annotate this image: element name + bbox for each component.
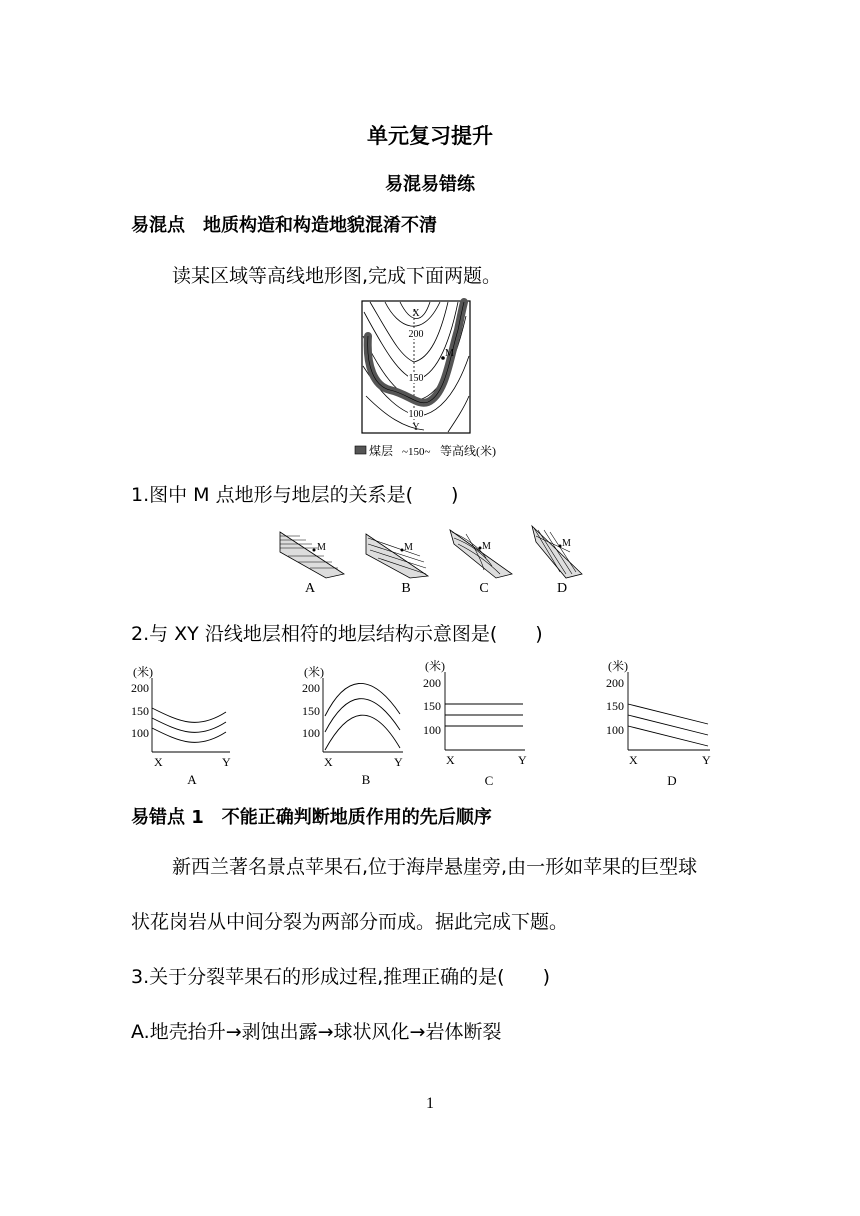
map-label-x: X: [412, 308, 420, 319]
map-label-y: Y: [412, 422, 420, 433]
q2-chart-a-label: A: [187, 772, 197, 787]
page-number: 1: [426, 1095, 434, 1112]
svg-text:(米): (米): [304, 665, 324, 679]
q1-option-d-label: D: [556, 581, 568, 596]
q2-chart-a: [131, 664, 231, 787]
svg-text:100: 100: [302, 726, 320, 740]
section-heading-error: 易错点 1 不能正确判断地质作用的先后顺序: [131, 807, 492, 828]
intro-text: 读某区域等高线地形图,完成下面两题。: [172, 265, 502, 287]
q2-chart-c: [423, 658, 527, 788]
svg-text:150: 150: [606, 699, 624, 713]
q1-option-a-label: A: [304, 581, 316, 596]
svg-text:M: M: [317, 542, 326, 553]
q1-option-a-figure: [280, 532, 344, 596]
svg-text:Y: Y: [222, 755, 231, 769]
svg-text:100: 100: [131, 726, 149, 740]
q2-chart-c-label: C: [484, 773, 494, 788]
q2-chart-b-label: B: [361, 772, 371, 787]
svg-text:X: X: [154, 755, 163, 769]
contour-label-200: 200: [408, 329, 424, 340]
q1-option-c-figure: [450, 530, 512, 596]
q1-option-b-figure: [366, 534, 428, 596]
q2-option-charts: [120, 656, 740, 792]
svg-text:Y: Y: [702, 753, 711, 767]
contour-label-150: 150: [408, 373, 424, 384]
q2-chart-d-label: D: [667, 773, 677, 788]
svg-text:200: 200: [423, 676, 441, 690]
legend-coal-label: 煤层: [369, 444, 394, 458]
chart-unit: (米): [133, 665, 153, 679]
svg-text:(米): (米): [425, 659, 445, 673]
svg-text:X: X: [629, 753, 638, 767]
question-3-option-a: A.地壳抬升→剥蚀出露→球状风化→岩体断裂: [131, 1021, 502, 1043]
svg-text:M: M: [482, 541, 491, 552]
svg-text:100: 100: [423, 723, 441, 737]
paragraph-line-1: 新西兰著名景点苹果石,位于海岸悬崖旁,由一形如苹果的巨型球: [172, 856, 698, 878]
svg-text:X: X: [446, 753, 455, 767]
contour-map-figure: [330, 296, 530, 466]
page-subtitle: 易混易错练: [385, 174, 475, 195]
paragraph-line-2: 状花岗岩从中间分裂为两部分而成。据此完成下题。: [131, 911, 569, 933]
q1-option-c-label: C: [479, 581, 489, 596]
q2-chart-d: [606, 658, 711, 788]
question-2: 2.与 XY 沿线地层相符的地层结构示意图是( ): [131, 623, 543, 645]
svg-text:200: 200: [302, 681, 320, 695]
svg-text:Y: Y: [518, 753, 527, 767]
svg-text:150: 150: [302, 704, 320, 718]
map-label-m: M: [445, 348, 454, 359]
svg-text:M: M: [562, 538, 571, 549]
svg-text:150: 150: [423, 699, 441, 713]
svg-text:M: M: [404, 542, 413, 553]
svg-text:200: 200: [131, 681, 149, 695]
legend-contour-sample: ~150~: [402, 446, 431, 458]
question-3: 3.关于分裂苹果石的形成过程,推理正确的是( ): [131, 966, 550, 988]
q1-option-d-figure: [532, 526, 582, 596]
q2-chart-b: [302, 664, 403, 787]
question-1: 1.图中 M 点地形与地层的关系是( ): [131, 484, 459, 506]
section-heading-confusion: 易混点 地质构造和构造地貌混淆不清: [131, 215, 437, 236]
page-title: 单元复习提升: [367, 124, 493, 148]
contour-label-100: 100: [408, 409, 424, 420]
svg-text:(米): (米): [608, 659, 628, 673]
legend-coal-swatch: [355, 446, 366, 454]
svg-text:150: 150: [131, 704, 149, 718]
svg-text:100: 100: [606, 723, 624, 737]
svg-text:Y: Y: [394, 755, 403, 769]
svg-text:200: 200: [606, 676, 624, 690]
legend-contour-label: 等高线(米): [440, 444, 496, 458]
svg-text:X: X: [324, 755, 333, 769]
q1-option-figures: [270, 522, 600, 598]
q1-option-b-label: B: [401, 581, 411, 596]
